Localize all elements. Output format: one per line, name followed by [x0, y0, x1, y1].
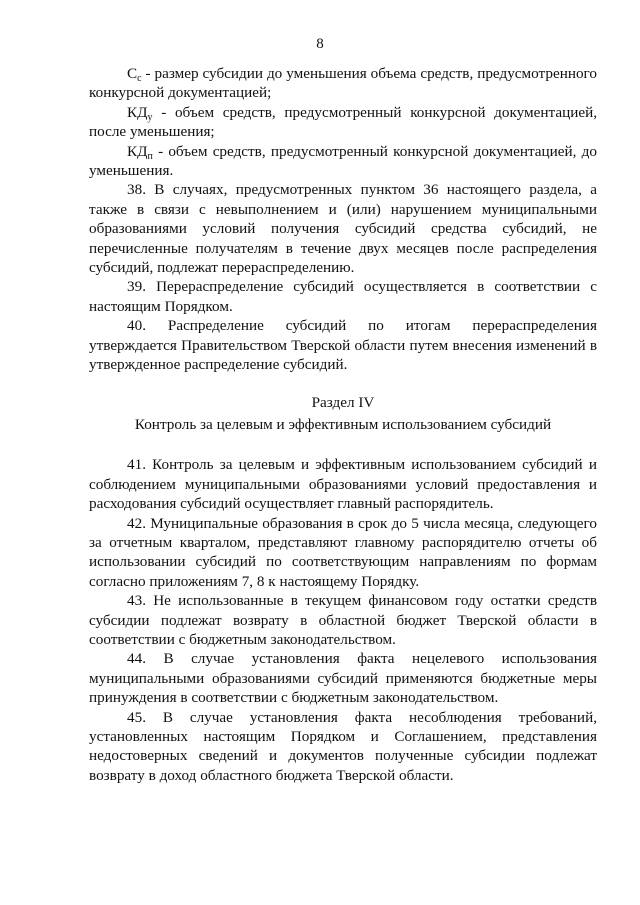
paragraph-40: 40. Распределение субсидий по итогам перераспределения утверждается Правительством Тверской области путем внесения изменений в утвержденное распределение субсидий. [89, 317, 597, 374]
document-body [89, 64, 597, 785]
formula-term-cs [89, 64, 597, 103]
paragraph-44: 44. В случае установления факта нецелевого использования муниципальными образованиями субсидий применяются бюджетные меры принуждения в соответствии с бюджетным законодательством. [89, 650, 597, 707]
term-subscript: у [147, 111, 153, 123]
paragraph-42: 42. Муниципальные образования в срок до 5 числа месяца, следующего за отчетным кварталом, представляют главному распорядителю отчеты об использовании субсидий по соответствующим направлениям по формам согласно приложениям 7, 8 к настоящему Порядку. [89, 514, 597, 590]
paragraph-41: 41. Контроль за целевым и эффективным использованием субсидий и соблюдением муниципальными образованиями условий предоставления и расходования субсидий осуществляет главный распорядитель. [89, 456, 597, 513]
term-subscript: п [147, 150, 153, 162]
paragraph-45: 45. В случае установления факта несоблюдения требований, установленных настоящим Порядком и Соглашением, представления недостоверных сведений и документов полученные субсидии подлежат возврату в доход областного бюджета Тверской области. [89, 708, 597, 784]
term-description: - размер субсидии до уменьшения объема средств, предусмотренного конкурсной документацией; [89, 65, 597, 102]
term-symbol: КД [127, 142, 148, 160]
term-description: - объем средств, предусмотренный конкурсной документацией, после уменьшения; [89, 103, 597, 141]
paragraph-43: 43. Не использованные в текущем финансовом году остатки средств субсидии подлежат возврату в областной бюджет Тверской области в соответствии с бюджетным законодательством. [89, 592, 597, 648]
paragraph-39: 39. Перераспределение субсидий осуществляется в соответствии с настоящим Порядком. [89, 278, 597, 315]
section-subtitle: Контроль за целевым и эффективным использованием субсидий [134, 415, 552, 433]
term-subscript: с [137, 73, 142, 84]
paragraph-38: 38. В случаях, предусмотренных пунктом 36 настоящего раздела, а также в связи с невыполнением и (или) нарушением муниципальными образованиями условий получения субсидий средства субсидий, не перечисленные получателям в течение двух месяцев после распределения субсидий, подлежат перераспределению. [89, 181, 597, 277]
term-symbol: КД [127, 103, 148, 121]
term-description: - объем средств, предусмотренный конкурсной документацией, до уменьшения. [89, 142, 597, 180]
term-symbol: С [127, 65, 138, 82]
formula-term-kdp [89, 142, 597, 181]
formula-term-kdu [89, 103, 597, 142]
page-number: 8 [316, 36, 324, 52]
section-title: Раздел IV [311, 393, 375, 411]
